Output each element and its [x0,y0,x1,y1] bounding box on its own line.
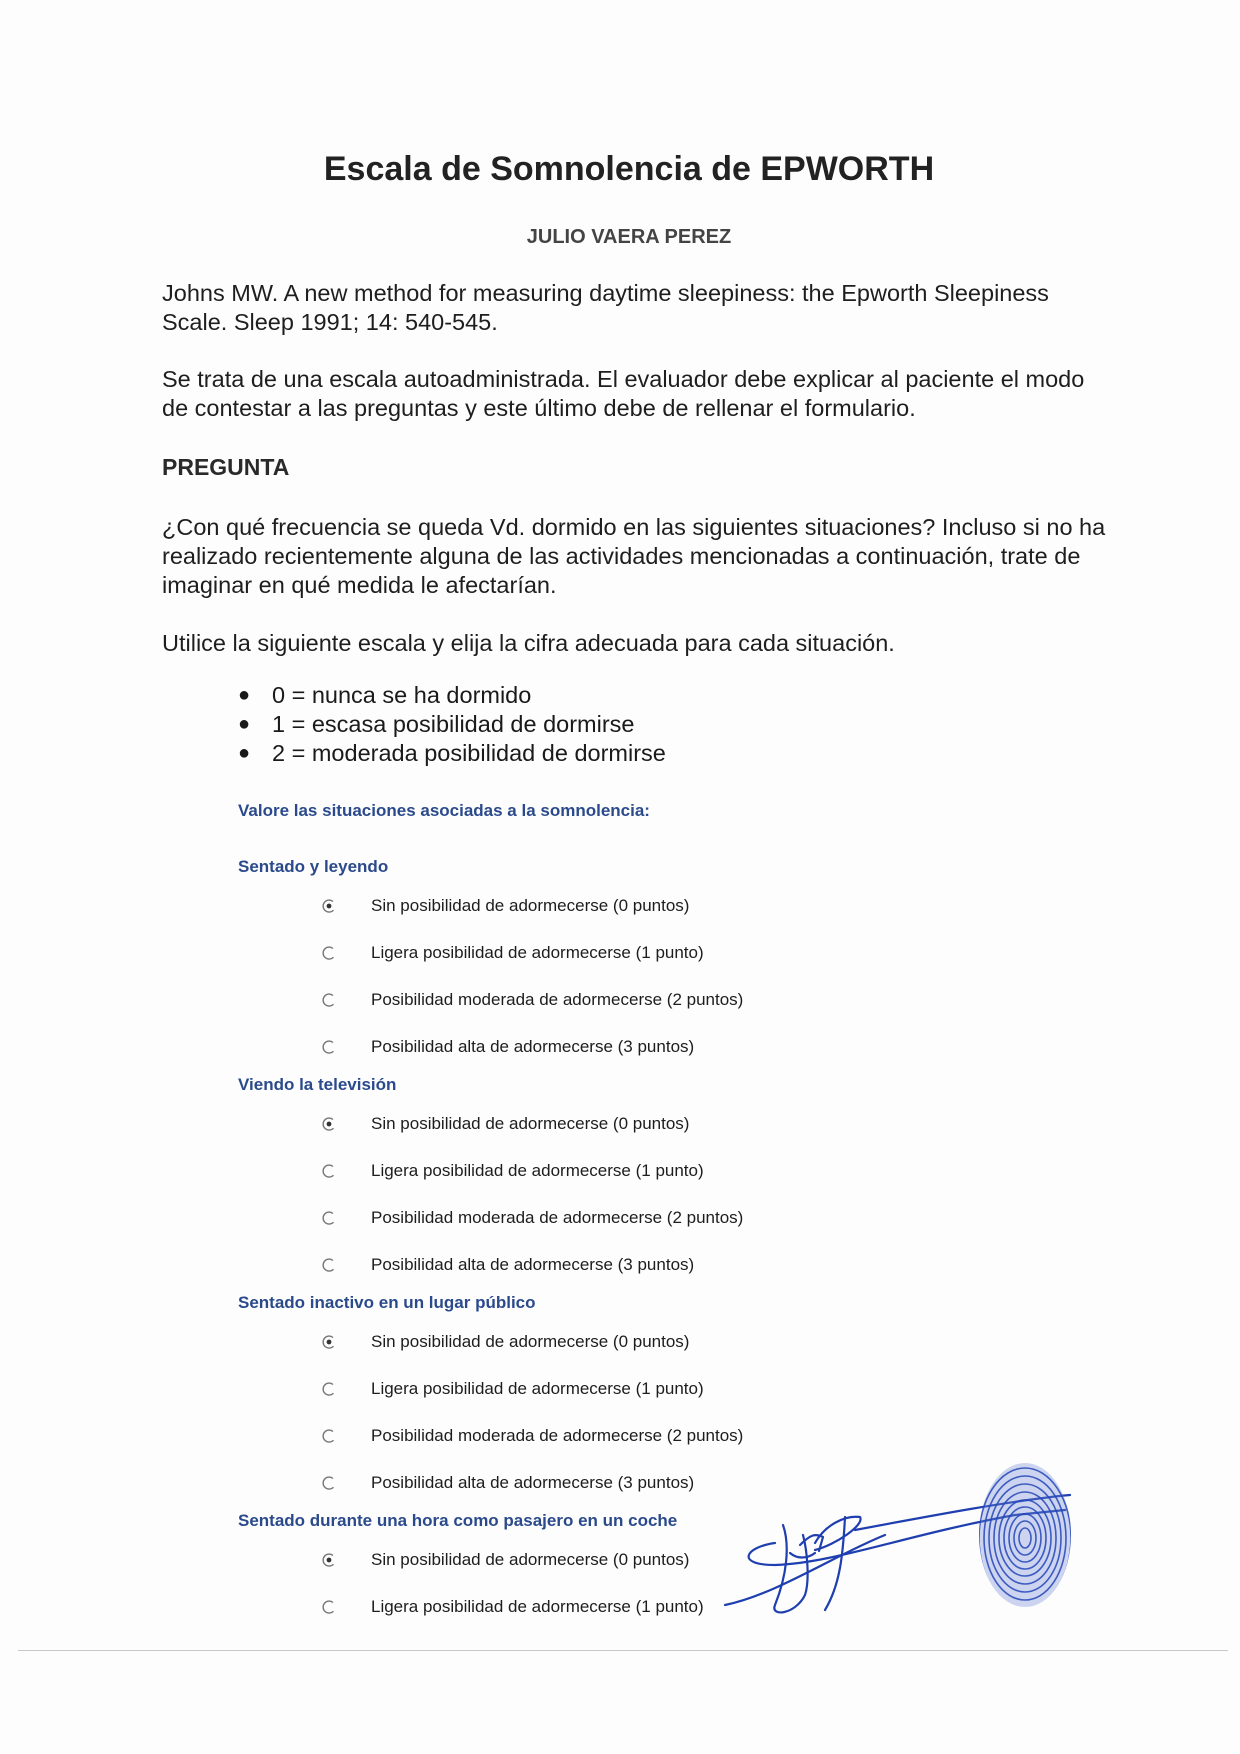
radio-empty-icon[interactable] [321,1428,337,1444]
option-label: Posibilidad alta de adormecerse (3 puntos) [371,1037,695,1056]
fingerprint-icon [975,1460,1075,1610]
radio-selected-icon[interactable] [321,1552,337,1568]
question-heading: PREGUNTA [162,454,290,480]
author-name: JULIO VAERA PEREZ [526,226,732,248]
page-bottom-rule [18,1650,1228,1651]
option-label: Sin posibilidad de adormecerse (0 puntos) [371,896,690,915]
scale-item: ● 2 = moderada posibilidad de dormirse [238,740,666,766]
situation-heading: Sentado y leyendo [238,857,389,876]
bullet-icon: ● [238,684,251,706]
bullet-icon: ● [238,742,251,764]
option-label: Posibilidad moderada de adormecerse (2 puntos) [371,1208,744,1227]
radio-empty-icon[interactable] [321,1163,337,1179]
option-label: Ligera posibilidad de adormecerse (1 punto) [371,943,704,962]
option-label: Ligera posibilidad de adormecerse (1 punto) [371,1379,704,1398]
option-label: Ligera posibilidad de adormecerse (1 punto) [371,1161,704,1180]
scale-list [238,681,666,768]
scale-instruction: Utilice la siguiente escala y elija la cifra adecuada para cada situación. [162,630,895,656]
option-label: Posibilidad alta de adormecerse (3 puntos) [371,1473,695,1492]
option-label: Sin posibilidad de adormecerse (0 puntos) [371,1332,690,1351]
scale-item: ● 0 = nunca se ha dormido [238,682,532,708]
radio-empty-icon[interactable] [321,1257,337,1273]
option-label: Posibilidad moderada de adormecerse (2 puntos) [371,1426,744,1445]
situation-heading: Sentado inactivo en un lugar público [238,1293,536,1312]
document-title: Escala de Somnolencia de EPWORTH [323,150,935,188]
radio-empty-icon[interactable] [321,1381,337,1397]
radio-selected-icon[interactable] [321,1116,337,1132]
radio-empty-icon[interactable] [321,1210,337,1226]
option-label: Sin posibilidad de adormecerse (0 puntos) [371,1114,690,1133]
reference-paragraph: Johns MW. A new method for measuring daytime sleepiness: the Epworth Sleepiness Scale. Sleep 1991; 14: 540-545. [162,280,1049,335]
intro-paragraph: Se trata de una escala autoadministrada. El evaluador debe explicar al paciente el modo de contestar a las preguntas y este último debe de rellenar el formulario. [162,366,1085,421]
situation-heading: Viendo la televisión [238,1075,397,1094]
option-label: Sin posibilidad de adormecerse (0 puntos) [371,1550,690,1569]
bullet-icon: ● [238,713,251,735]
situations-heading: Valore las situaciones asociadas a la somnolencia: [238,801,650,820]
scale-item: ● 1 = escasa posibilidad de dormirse [238,711,635,737]
radio-empty-icon[interactable] [321,992,337,1008]
radio-selected-icon[interactable] [321,1334,337,1350]
situation-heading: Sentado durante una hora como pasajero en un coche [238,1511,678,1530]
option-label: Ligera posibilidad de adormecerse (1 punto) [371,1597,704,1616]
option-label: Posibilidad alta de adormecerse (3 puntos) [371,1255,695,1274]
radio-empty-icon[interactable] [321,1599,337,1615]
radio-empty-icon[interactable] [321,1475,337,1491]
radio-empty-icon[interactable] [321,945,337,961]
radio-empty-icon[interactable] [321,1039,337,1055]
radio-selected-icon[interactable] [321,898,337,914]
option-label: Posibilidad moderada de adormecerse (2 puntos) [371,990,744,1009]
question-paragraph: ¿Con qué frecuencia se queda Vd. dormido en las siguientes situaciones? Incluso si no ha realizado recientemente alguna de las actividades mencionadas a continuación, trate de imaginar en qué medida le afectarían. [162,514,1106,598]
